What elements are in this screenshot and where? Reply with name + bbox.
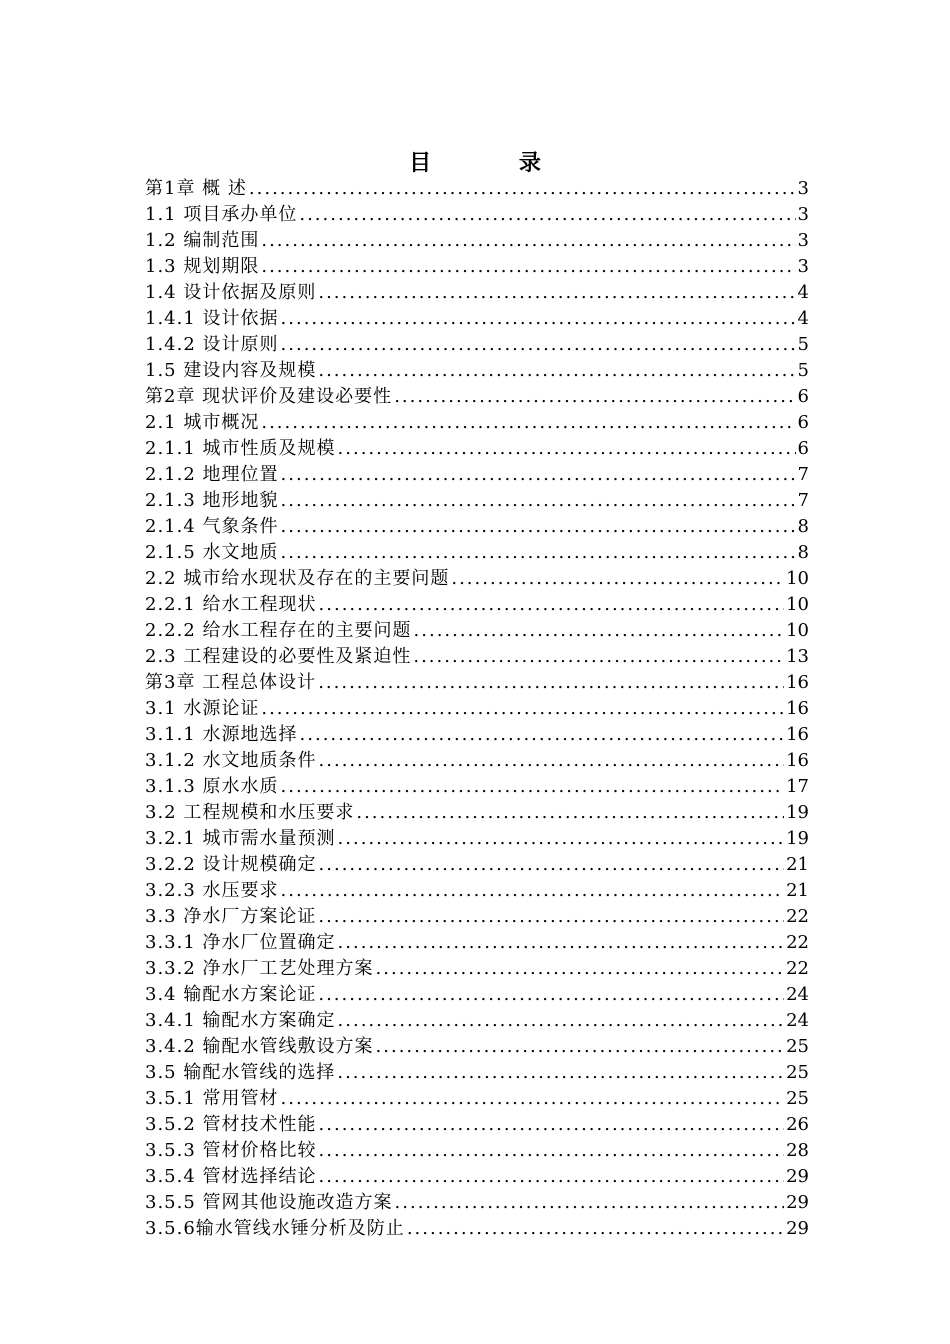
page-title: 目 录: [409, 150, 581, 176]
toc-entry-page-number: 7: [797, 464, 809, 485]
toc-entry-page-number: 25: [786, 1088, 809, 1109]
dot-leader: [338, 930, 785, 956]
toc-entry-page-number: 28: [786, 1140, 809, 1161]
toc-entry-page-number: 21: [786, 854, 809, 875]
toc-entry[interactable]: [145, 436, 809, 462]
toc-entry-label: 3.4.2 输配水管线敷设方案: [145, 1036, 374, 1057]
toc-entry-page-number: 24: [786, 1010, 809, 1031]
toc-entry-label: 3.1 水源论证: [145, 698, 260, 719]
dot-leader: [319, 592, 785, 618]
toc-entry-label: 3.5.3 管材价格比较: [145, 1140, 317, 1161]
toc-entry-page-number: 4: [797, 282, 809, 303]
toc-entry[interactable]: [145, 202, 809, 228]
toc-entry-label: 3.1.1 水源地选择: [145, 724, 298, 745]
toc-entry-page-number: 3: [797, 204, 809, 225]
toc-entry[interactable]: [145, 826, 809, 852]
toc-entry-label: 3.1.2 水文地质条件: [145, 750, 317, 771]
dot-leader: [319, 1138, 785, 1164]
dot-leader: [376, 956, 785, 982]
toc-entry-label: 2.2.1 给水工程现状: [145, 594, 317, 615]
toc-entry[interactable]: [145, 514, 809, 540]
toc-entry[interactable]: [145, 332, 809, 358]
toc-entry-label: 3.5.2 管材技术性能: [145, 1114, 317, 1135]
toc-entry[interactable]: [145, 540, 809, 566]
toc-entry-label: 3.2 工程规模和水压要求: [145, 802, 355, 823]
toc-entry-label: 2.2.2 给水工程存在的主要问题: [145, 620, 412, 641]
toc-entry[interactable]: [145, 488, 809, 514]
toc-entry[interactable]: [145, 228, 809, 254]
table-of-contents: [145, 176, 809, 1242]
toc-entry-label: 3.1.3 原水水质: [145, 776, 279, 797]
toc-entry-label: 3.5.5 管网其他设施改造方案: [145, 1192, 393, 1213]
toc-entry-label: 3.3.2 净水厂工艺处理方案: [145, 958, 374, 979]
toc-entry-label: 2.2 城市给水现状及存在的主要问题: [145, 568, 450, 589]
dot-leader: [261, 228, 795, 254]
toc-entry[interactable]: [145, 306, 809, 332]
toc-entry-page-number: 3: [797, 178, 809, 199]
toc-entry[interactable]: [145, 254, 809, 280]
dot-leader: [300, 722, 785, 748]
toc-entry[interactable]: [145, 1216, 809, 1242]
toc-entry-label: 3.5.1 常用管材: [145, 1088, 279, 1109]
toc-entry-page-number: 25: [786, 1036, 809, 1057]
dot-leader: [281, 306, 796, 332]
toc-entry-page-number: 19: [786, 828, 809, 849]
toc-entry-label: 3.5.6输水管线水锤分析及防止: [145, 1218, 405, 1239]
toc-entry-label: 2.1.2 地理位置: [145, 464, 279, 485]
dot-leader: [261, 410, 795, 436]
toc-entry-page-number: 5: [797, 334, 809, 355]
toc-entry-label: 3.2.3 水压要求: [145, 880, 279, 901]
toc-entry-page-number: 8: [797, 542, 809, 563]
toc-entry[interactable]: [145, 722, 809, 748]
dot-leader: [376, 1034, 785, 1060]
toc-entry-label: 3.2.2 设计规模确定: [145, 854, 317, 875]
toc-entry-page-number: 13: [786, 646, 809, 667]
toc-entry[interactable]: [145, 618, 809, 644]
toc-entry[interactable]: [145, 1060, 809, 1086]
toc-entry[interactable]: [145, 384, 809, 410]
toc-entry-page-number: 22: [786, 906, 809, 927]
toc-entry-page-number: 6: [797, 412, 809, 433]
toc-entry-page-number: 16: [786, 672, 809, 693]
toc-entry-label: 3.5 输配水管线的选择: [145, 1062, 336, 1083]
dot-leader: [395, 1190, 785, 1216]
dot-leader: [319, 1164, 785, 1190]
toc-entry-label: 2.1.5 水文地质: [145, 542, 279, 563]
toc-entry-page-number: 25: [786, 1062, 809, 1083]
toc-entry-page-number: 10: [786, 620, 809, 641]
dot-leader: [299, 202, 795, 228]
toc-entry[interactable]: [145, 1086, 809, 1112]
toc-entry-label: 1.4.1 设计依据: [145, 308, 279, 329]
toc-entry-page-number: 5: [797, 360, 809, 381]
toc-entry-label: 1.3 规划期限: [145, 256, 260, 277]
toc-entry-label: 第3章 工程总体设计: [145, 672, 317, 693]
toc-entry-label: 2.1.1 城市性质及规模: [145, 438, 336, 459]
dot-leader: [281, 540, 796, 566]
toc-entry-page-number: 8: [797, 516, 809, 537]
dot-leader: [281, 488, 796, 514]
toc-entry[interactable]: [145, 852, 809, 878]
toc-entry-page-number: 3: [797, 230, 809, 251]
toc-entry-page-number: 19: [786, 802, 809, 823]
dot-leader: [281, 332, 796, 358]
dot-leader: [281, 878, 785, 904]
toc-entry[interactable]: [145, 1112, 809, 1138]
toc-entry[interactable]: [145, 670, 809, 696]
toc-entry-page-number: 22: [786, 932, 809, 953]
toc-entry[interactable]: [145, 982, 809, 1008]
toc-entry-label: 3.4 输配水方案论证: [145, 984, 317, 1005]
toc-entry-label: 3.3.1 净水厂位置确定: [145, 932, 336, 953]
toc-entry-label: 第1章 概 述: [145, 178, 247, 199]
toc-entry-label: 2.1 城市概况: [145, 412, 260, 433]
toc-entry-page-number: 6: [797, 438, 809, 459]
toc-entry[interactable]: [145, 566, 809, 592]
toc-entry[interactable]: [145, 1034, 809, 1060]
toc-entry[interactable]: [145, 930, 809, 956]
toc-entry[interactable]: [145, 800, 809, 826]
toc-entry-page-number: 6: [797, 386, 809, 407]
dot-leader: [356, 800, 784, 826]
dot-leader: [394, 384, 795, 410]
toc-entry[interactable]: [145, 956, 809, 982]
toc-entry-page-number: 3: [797, 256, 809, 277]
toc-entry-label: 第2章 现状评价及建设必要性: [145, 386, 393, 407]
toc-entry-page-number: 16: [786, 724, 809, 745]
toc-entry-label: 1.5 建设内容及规模: [145, 360, 317, 381]
dot-leader: [318, 280, 795, 306]
toc-entry[interactable]: [145, 748, 809, 774]
dot-leader: [281, 1086, 785, 1112]
dot-leader: [338, 1008, 785, 1034]
toc-entry[interactable]: [145, 1164, 809, 1190]
dot-leader: [261, 696, 784, 722]
toc-entry-page-number: 4: [797, 308, 809, 329]
dot-leader: [318, 670, 784, 696]
dot-leader: [319, 1112, 785, 1138]
toc-entry-label: 3.3 净水厂方案论证: [145, 906, 317, 927]
toc-entry[interactable]: [145, 644, 809, 670]
toc-entry[interactable]: [145, 1138, 809, 1164]
dot-leader: [281, 514, 796, 540]
dot-leader: [338, 436, 796, 462]
toc-entry-page-number: 22: [786, 958, 809, 979]
toc-entry[interactable]: [145, 280, 809, 306]
toc-entry-label: 1.4 设计依据及原则: [145, 282, 317, 303]
toc-entry-page-number: 29: [786, 1218, 809, 1239]
dot-leader: [281, 462, 796, 488]
toc-entry[interactable]: [145, 774, 809, 800]
toc-entry[interactable]: [145, 592, 809, 618]
toc-entry-label: 3.4.1 输配水方案确定: [145, 1010, 336, 1031]
dot-leader: [261, 254, 795, 280]
toc-entry-page-number: 26: [786, 1114, 809, 1135]
toc-entry-page-number: 16: [786, 750, 809, 771]
toc-entry[interactable]: [145, 904, 809, 930]
dot-leader: [319, 852, 785, 878]
toc-entry-label: 3.5.4 管材选择结论: [145, 1166, 317, 1187]
toc-entry-label: 1.2 编制范围: [145, 230, 260, 251]
dot-leader: [318, 904, 784, 930]
dot-leader: [451, 566, 784, 592]
toc-entry-page-number: 7: [797, 490, 809, 511]
dot-leader: [319, 748, 785, 774]
toc-entry[interactable]: [145, 878, 809, 904]
dot-leader: [318, 982, 784, 1008]
toc-entry-page-number: 17: [786, 776, 809, 797]
toc-entry-page-number: 16: [786, 698, 809, 719]
dot-leader: [413, 644, 784, 670]
toc-entry-page-number: 24: [786, 984, 809, 1005]
toc-entry-page-number: 10: [786, 594, 809, 615]
dot-leader: [414, 618, 785, 644]
toc-entry[interactable]: [145, 358, 809, 384]
dot-leader: [337, 1060, 784, 1086]
dot-leader: [318, 358, 795, 384]
toc-entry-label: 1.1 项目承办单位: [145, 204, 298, 225]
toc-entry[interactable]: [145, 462, 809, 488]
toc-entry-label: 1.4.2 设计原则: [145, 334, 279, 355]
toc-entry-label: 2.1.3 地形地貌: [145, 490, 279, 511]
toc-entry[interactable]: [145, 696, 809, 722]
dot-leader: [249, 176, 796, 202]
toc-entry[interactable]: [145, 1008, 809, 1034]
toc-entry-label: 2.3 工程建设的必要性及紧迫性: [145, 646, 412, 667]
toc-entry-label: 2.1.4 气象条件: [145, 516, 279, 537]
toc-entry-page-number: 29: [786, 1166, 809, 1187]
toc-entry-page-number: 21: [786, 880, 809, 901]
dot-leader: [281, 774, 785, 800]
toc-entry-label: 3.2.1 城市需水量预测: [145, 828, 336, 849]
toc-entry[interactable]: [145, 1190, 809, 1216]
dot-leader: [338, 826, 785, 852]
toc-entry-page-number: 29: [786, 1192, 809, 1213]
toc-entry[interactable]: [145, 410, 809, 436]
dot-leader: [407, 1216, 784, 1242]
toc-entry[interactable]: [145, 176, 809, 202]
toc-entry-page-number: 10: [786, 568, 809, 589]
